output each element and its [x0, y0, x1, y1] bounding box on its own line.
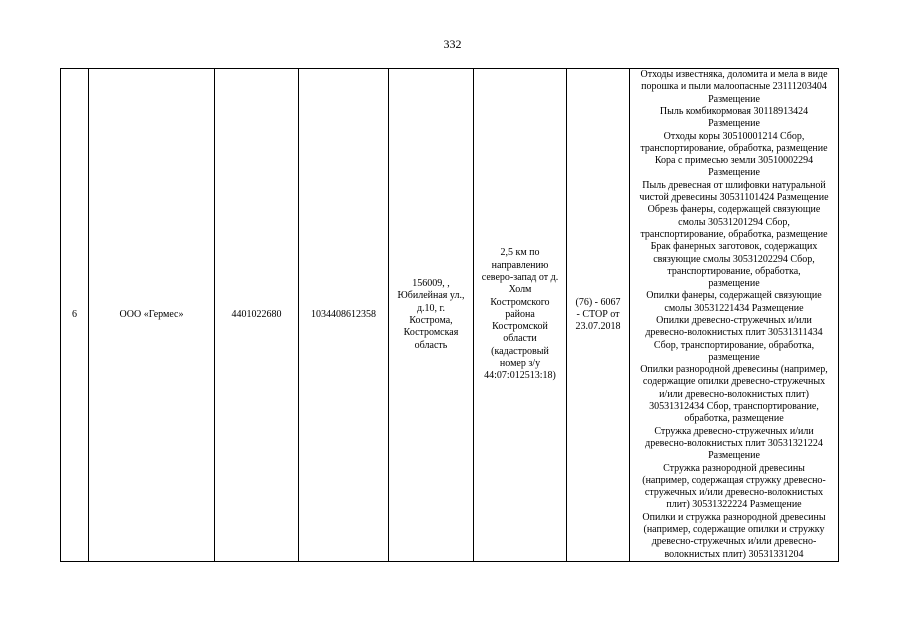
- table-row: [61, 69, 839, 562]
- waste-line: Брак фанерных заготовок, содержащих: [650, 241, 818, 253]
- location-line: северо-запад от д.: [481, 271, 559, 283]
- waste-line: Опилки разнородной древесины (например,: [640, 364, 828, 376]
- location-line: района: [505, 308, 535, 320]
- waste-line: смолы 30531201294 Сбор,: [678, 216, 790, 228]
- location-line: направлению: [491, 259, 549, 271]
- location-line: 44:07:012513:18): [484, 370, 556, 382]
- waste-line: (например, содержащие опилки и стружку: [643, 524, 825, 536]
- waste-line: размещение: [708, 278, 760, 290]
- waste-line: и/или древесно-волокнистых плит): [659, 388, 809, 400]
- ogrn-cell: 1034408612358: [299, 69, 389, 562]
- license-line: 23.07.2018: [575, 321, 621, 333]
- waste-line: 30531312434 Сбор, транспортирование,: [649, 401, 819, 413]
- address-line: область: [414, 339, 448, 351]
- address-line: Кострома,: [409, 315, 453, 326]
- waste-list-cell: [630, 69, 839, 562]
- waste-line: Опилки фанеры, содержащей связующие: [646, 290, 822, 302]
- waste-line: транспортирование, обработка, размещение: [640, 228, 828, 240]
- license-line: - СТОР от: [576, 308, 620, 320]
- waste-line: Пыль древесная от шлифовки натуральной: [642, 179, 826, 191]
- address-line: Юбилейная ул.,: [397, 290, 465, 302]
- address-cell: [389, 69, 474, 562]
- waste-line: стружечных и/или древесно-волокнистых: [644, 487, 824, 499]
- address-line: д.10, г.: [416, 302, 446, 314]
- waste-line: Сбор, транспортирование, обработка,: [653, 339, 815, 351]
- waste-line: чистой древесины 30531101424 Размещение: [639, 192, 829, 204]
- organization-name-cell: ООО «Гермес»: [89, 69, 215, 562]
- address-line: Костромская: [403, 327, 459, 339]
- waste-line: обработка, размещение: [684, 413, 784, 425]
- waste-line: (например, содержащая стружку древесно-: [642, 474, 826, 486]
- waste-line: Пыль комбикормовая 30118913424: [659, 105, 809, 117]
- location-line: (кадастровый: [491, 345, 549, 357]
- waste-line: Размещение: [708, 450, 760, 462]
- waste-line: Размещение: [708, 93, 760, 105]
- waste-line: плит) 30531322224 Размещение: [666, 499, 802, 511]
- waste-line: связующие смолы 30531202294 Сбор,: [653, 253, 815, 265]
- waste-line: Отходы коры 30510001214 Сбор,: [663, 130, 805, 142]
- waste-line: транспортирование, обработка, размещение: [640, 142, 828, 154]
- waste-line: транспортирование, обработка,: [667, 265, 801, 277]
- location-cell: [474, 69, 567, 562]
- waste-line: Кора с примесью земли 30510002294: [654, 155, 814, 167]
- waste-line: размещение: [708, 351, 760, 363]
- waste-line: Отходы известняка, доломита и мела в виде: [640, 69, 828, 81]
- page-number: 332: [443, 37, 462, 51]
- row-number-cell: 6: [61, 69, 89, 562]
- location-line: Костромского: [490, 296, 550, 308]
- inn-cell: 4401022680: [215, 69, 299, 562]
- waste-line: смолы 30531221434 Размещение: [664, 302, 804, 314]
- waste-line: древесно-стружечных и/или древесно-: [651, 536, 817, 548]
- location-line: номер з/у: [499, 358, 541, 370]
- registry-table: [60, 68, 839, 562]
- waste-line: Стружка разнородной древесины: [663, 462, 805, 474]
- waste-line: Размещение: [708, 118, 760, 130]
- waste-line: Обрезь фанеры, содержащей связующие: [647, 204, 821, 216]
- waste-line: Размещение: [708, 167, 760, 179]
- waste-line: древесно-волокнистых плит 30531311434: [645, 327, 823, 339]
- license-line: (76) - 6067: [575, 296, 621, 308]
- address-line: 156009, ,: [412, 278, 450, 290]
- license-cell: [567, 69, 630, 562]
- waste-line: Опилки и стружка разнородной древесины: [642, 511, 826, 523]
- waste-line: порошка и пыли малоопасные 23111203404: [641, 81, 827, 93]
- location-line: области: [503, 333, 537, 345]
- waste-line: древесно-волокнистых плит 30531321224: [645, 437, 823, 449]
- location-line: Костромской: [492, 321, 548, 333]
- waste-line: содержащие опилки древесно-стружечных: [642, 376, 826, 388]
- waste-line: Стружка древесно-стружечных и/или: [654, 425, 814, 437]
- waste-line: волокнистых плит) 30531331204: [664, 548, 804, 560]
- location-line: Холм: [508, 284, 532, 296]
- waste-line: Опилки древесно-стружечных и/или: [656, 315, 812, 326]
- location-line: 2,5 км по: [500, 247, 540, 259]
